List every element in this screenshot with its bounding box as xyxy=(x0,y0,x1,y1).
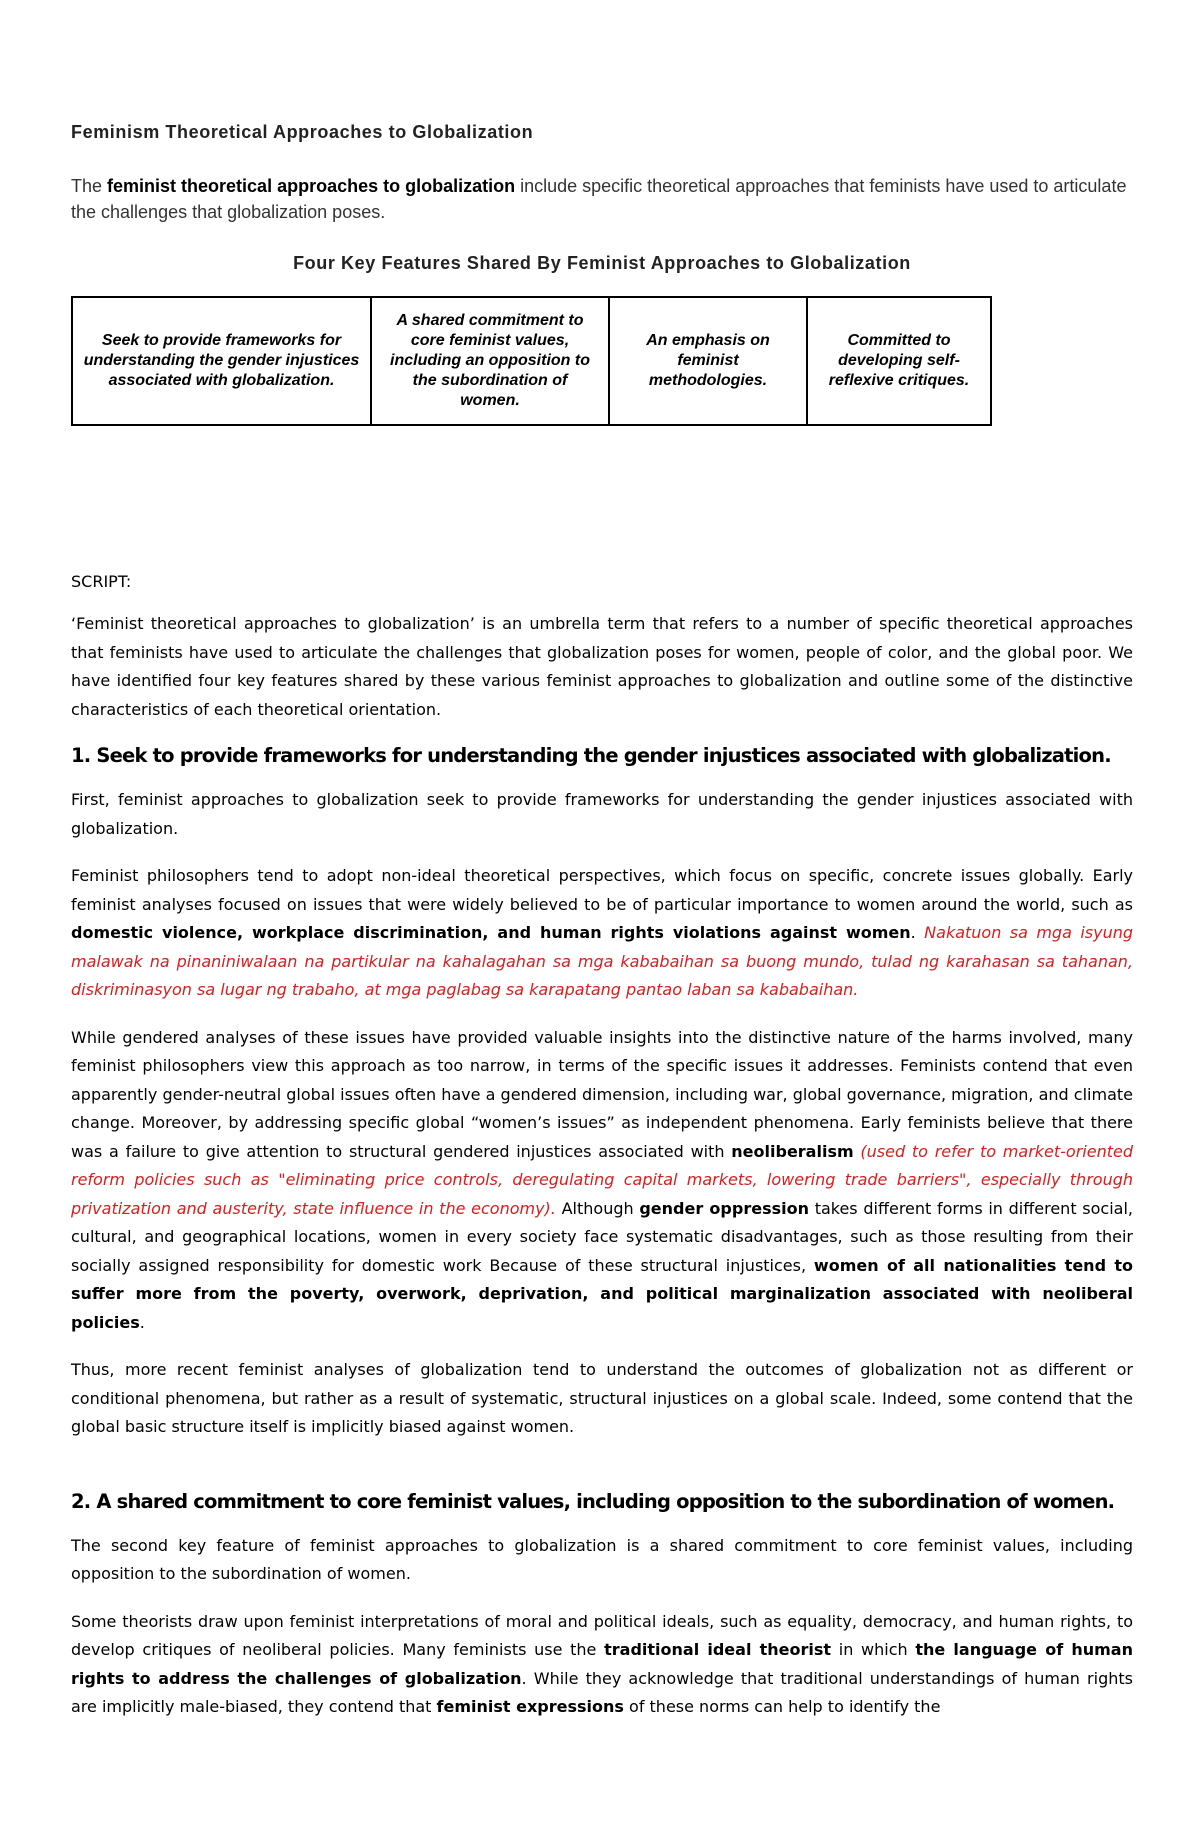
s1p3-bold-3: women of all nationalities tend to suffer more from the poverty, overwork, deprivation, and political marginalization associated with neoliberal policies xyxy=(71,1255,1134,1332)
intro-prefix: The xyxy=(71,176,108,196)
s2p2-text-4: of these norms can help to identify the xyxy=(623,1697,941,1716)
s2p2-text-1: Some theorists draw upon feminist interpretations of moral and political ideals, such as equality, democracy, and human rights, to develop critiques of neoliberal policies. Many feminists use the xyxy=(71,1611,1133,1659)
neoliberalism-note: (used to refer to market-oriented reform policies such as "eliminating price controls, deregulating capital markets, lowering trade barriers", especially through privatization and austerity, state influence in the economy). xyxy=(71,1141,1133,1218)
features-row xyxy=(72,297,991,425)
feature-cell-2: A shared commitment to core feminist values, including an opposition to the subordination of women. xyxy=(371,297,609,425)
s1p3-text-3: takes different forms in different social, cultural, and geographical locations, women in every society face systematic disadvantages, such as those resulting from their socially assigned responsibility for domestic work Because of these structural injustices, xyxy=(71,1198,1134,1275)
s1p2-bold-1: domestic violence, workplace discrimination, and human rights violations against women xyxy=(71,923,911,942)
section-1-heading: 1. Seek to provide frameworks for understanding the gender injustices associated with globalization. xyxy=(71,744,1111,767)
section-1-paragraph-1: First, feminist approaches to globalization seek to provide frameworks for understanding the gender injustices associated with globalization. xyxy=(71,790,1133,838)
intro-bold-term: feminist theoretical approaches to globalization xyxy=(107,176,516,196)
intro-paragraph xyxy=(71,173,1133,225)
s2p2-text-3: . While they acknowledge that traditional understandings of human rights are implicitly male-biased, they contend that xyxy=(71,1668,1133,1716)
s1p3-text-4: . xyxy=(139,1312,145,1332)
document-title: Feminism Theoretical Approaches to Globalization xyxy=(71,122,534,142)
s1p3-text-2: Although xyxy=(555,1198,640,1218)
feature-cell-3: An emphasis on feminist methodologies. xyxy=(609,297,807,425)
section-1-paragraph-3 xyxy=(71,1024,1133,1338)
s1p3-text-1: While gendered analyses of these issues have provided valuable insights into the distinctive nature of the harms involved, many feminist philosophers view this approach as too narrow, in terms of the specific issues it addresses. Feminists contend that even apparently gender-neutral global issues often have a gendered dimension, including war, global governance, migration, and climate change. Moreover, by addressing specific global “women’s issues” as independent phenomena. Early feminists believe that there was a failure to give attention to structural gendered injustices associated with xyxy=(71,1027,1133,1161)
s2p2-bold-3: feminist expressions xyxy=(436,1697,624,1716)
section-1-paragraph-4: Thus, more recent feminist analyses of globalization tend to understand the outcomes of globalization not as different or conditional phenomena, but rather as a result of systematic, structural injustices on a global scale. Indeed, some contend that the global basic structure itself is implicitly biased against women. xyxy=(71,1360,1133,1436)
s2p2-bold-1: traditional ideal theorist xyxy=(604,1640,832,1659)
section-2-heading: 2. A shared commitment to core feminist values, including opposition to the subordination of women. xyxy=(71,1489,1115,1513)
script-paragraph: ‘Feminist theoretical approaches to globalization’ is an umbrella term that refers to a number of specific theoretical approaches that feminists have used to articulate the challenges that globalization poses for women, people of color, and the global poor. We have identified four key features shared by these various feminist approaches to globalization and outline some of the distinctive characteristics of each theoretical orientation. xyxy=(71,614,1133,719)
script-label: SCRIPT: xyxy=(71,572,132,591)
section-2-paragraph-1: The second key feature of feminist approaches to globalization is a shared commitment to core feminist values, including opposition to the subordination of women. xyxy=(71,1535,1133,1583)
s1p2-text-1: Feminist philosophers tend to adopt non-ideal theoretical perspectives, which focus on specific, concrete issues globally. Early feminist analyses focused on issues that were widely believed to be of particular importance to women around the world, such as xyxy=(71,866,1133,914)
section-1-paragraph-2 xyxy=(71,862,1133,1005)
feature-cell-4: Committed to developing self-reflexive critiques. xyxy=(807,297,991,425)
section-2-paragraph-2 xyxy=(71,1608,1133,1722)
s1p3-bold-1: neoliberalism xyxy=(731,1141,854,1161)
document-page xyxy=(71,122,1133,1722)
s1p3-bold-2: gender oppression xyxy=(639,1198,809,1218)
s2p2-text-2: in which xyxy=(831,1640,916,1659)
s2p2-bold-2: the language of human rights to address the challenges of globalization xyxy=(71,1640,1133,1688)
tagalog-translation: Nakatuon sa mga isyung malawak na pinaniniwalaan na partikular na kahalagahan sa mga kababaihan sa buong mundo, tulad ng karahasan sa tahanan, diskriminasyon sa lugar ng trabaho, at mga paglabag sa karapatang pantao laban sa kababaihan. xyxy=(71,923,1134,999)
intro-rest: include specific theoretical approaches that feminists have used to articulate the challenges that globalization poses. xyxy=(71,176,1127,222)
features-table xyxy=(71,296,992,426)
table-title: Four Key Features Shared By Feminist Approaches to Globalization xyxy=(293,253,911,273)
feature-cell-1: Seek to provide frameworks for understanding the gender injustices associated with globalization. xyxy=(72,297,371,425)
s1p2-text-2: . xyxy=(910,923,925,942)
